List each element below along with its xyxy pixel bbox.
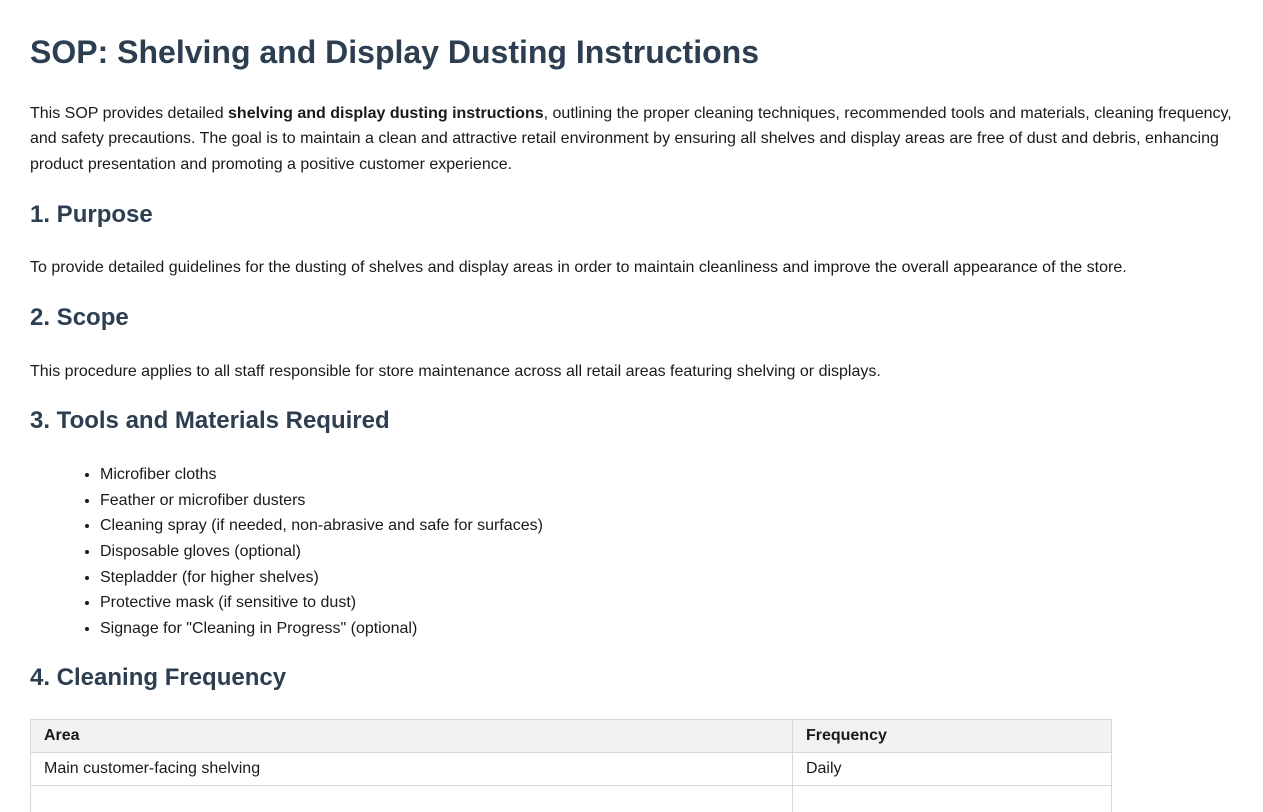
page-title: SOP: Shelving and Display Dusting Instructions	[30, 34, 759, 70]
list-item: • Microfiber cloths	[100, 462, 1232, 488]
table-cell-frequency	[792, 786, 1111, 812]
scope-paragraph: This procedure applies to all staff responsible for store maintenance across all retail areas featuring shelving or displays.	[30, 362, 881, 380]
list-item: • Disposable gloves (optional)	[100, 539, 1232, 565]
list-item: • Protective mask (if sensitive to dust)	[100, 590, 1232, 616]
table-cell-area	[31, 786, 793, 812]
scope-heading: 2. Scope	[30, 303, 129, 331]
table-header-frequency: Frequency	[792, 720, 1111, 753]
intro-text-post: , outlining the proper cleaning techniques, recommended tools and materials, cleaning frequency, and safety precautions. The goal is to maintain a clean and attractive retail environment by ensuring all shelves and display areas are free of dust and debris, enhancing product presentation and promoting a positive customer experience.	[30, 104, 1232, 173]
list-item: • Cleaning spray (if needed, non-abrasive and safe for surfaces)	[100, 513, 1232, 539]
tools-list	[30, 462, 1232, 641]
list-item: • Stepladder (for higher shelves)	[100, 565, 1232, 591]
purpose-heading: 1. Purpose	[30, 200, 153, 228]
list-item: • Feather or microfiber dusters	[100, 488, 1232, 514]
cleaning-frequency-table	[30, 719, 1112, 812]
purpose-paragraph: To provide detailed guidelines for the dusting of shelves and display areas in order to maintain cleanliness and improve the overall appearance of the store.	[30, 259, 1127, 277]
intro-text-pre: This SOP provides detailed	[30, 104, 229, 122]
table-header-area: Area	[31, 720, 793, 753]
frequency-heading: 4. Cleaning Frequency	[30, 664, 287, 692]
table-header-row	[31, 720, 1112, 753]
intro-paragraph	[30, 101, 1232, 178]
table-cell-area: Main customer-facing shelving	[31, 753, 793, 786]
table-cell-frequency: Daily	[792, 753, 1111, 786]
table-row-partial	[31, 786, 1112, 812]
table-row	[31, 753, 1112, 786]
list-item: • Signage for "Cleaning in Progress" (optional)	[100, 616, 1232, 642]
tools-heading: 3. Tools and Materials Required	[30, 407, 390, 435]
intro-text-bold: shelving and display dusting instructions	[228, 104, 544, 122]
